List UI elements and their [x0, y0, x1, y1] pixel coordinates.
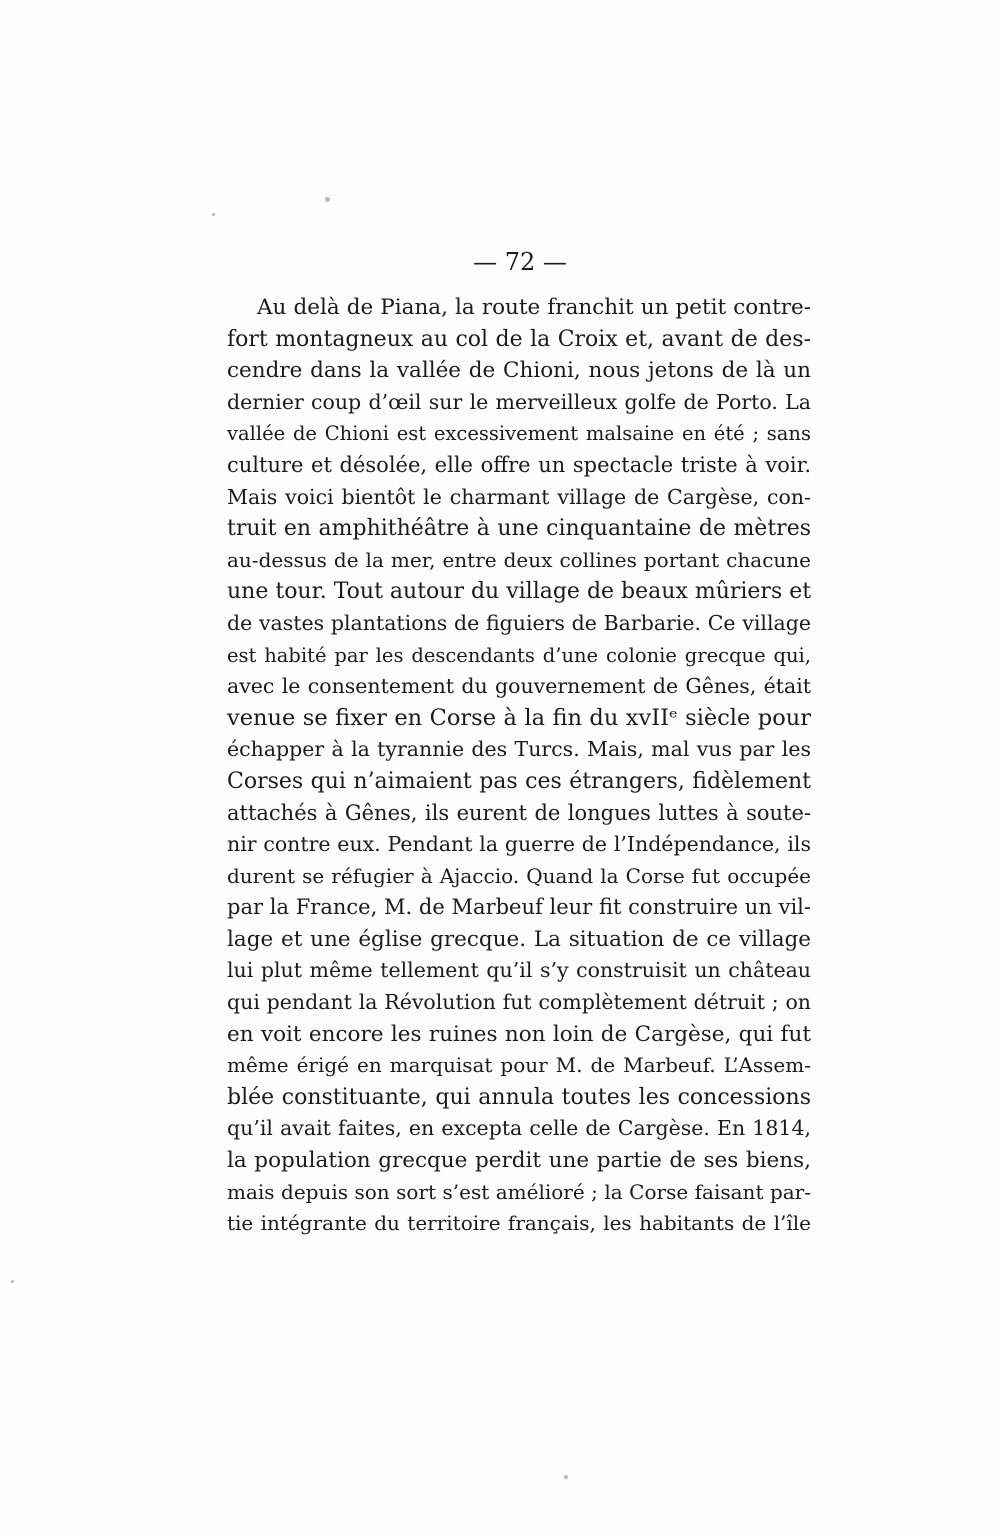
paper-speck — [11, 1280, 14, 1283]
text-line: avec le consentement du gouvernement de Gênes, était — [227, 674, 811, 699]
text-line: de vastes plantations de figuiers de Barbarie. Ce village — [227, 610, 811, 635]
text-line: au-dessus de la mer, entre deux collines portant chacune — [227, 547, 811, 572]
text-line: qu’il avait faites, en excepta celle de Cargèse. En 1814, — [227, 1116, 811, 1141]
paper-speck — [325, 197, 330, 202]
text-line: durent se réfugier à Ajaccio. Quand la Corse fut occupée — [227, 863, 811, 888]
text-line: attachés à Gênes, ils eurent de longues luttes à soute- — [227, 800, 811, 825]
text-line: lage et une église grecque. La situation de ce village — [227, 926, 811, 952]
paper-speck — [212, 213, 215, 216]
text-line: même érigé en marquisat pour M. de Marbeuf. L’Assem- — [227, 1053, 811, 1078]
body-text — [227, 292, 811, 1240]
text-line: lui plut même tellement qu’il s’y construisit un château — [227, 958, 811, 983]
text-line: culture et désolée, elle offre un spectacle triste à voir. — [227, 452, 811, 477]
paper-speck — [564, 1475, 568, 1479]
text-line: tie intégrante du territoire français, les habitants de l’île — [227, 1211, 811, 1236]
text-line: dernier coup d’œil sur le merveilleux golfe de Porto. La — [227, 389, 811, 414]
text-line: nir contre eux. Pendant la guerre de l’Indépendance, ils — [227, 832, 811, 857]
text-line: par la France, M. de Marbeuf leur fit construire un vil- — [227, 895, 811, 920]
text-line: venue se fixer en Corse à la fin du xvIIᵉ siècle pour — [227, 704, 811, 731]
text-line: mais depuis son sort s’est amélioré ; la Corse faisant par- — [227, 1179, 811, 1204]
text-line: fort montagneux au col de la Croix et, avant de des- — [227, 326, 811, 352]
text-line: Corses qui n’aimaient pas ces étrangers, fidèlement — [227, 768, 811, 794]
text-line: truit en amphithéâtre à une cinquantaine de mètres — [227, 516, 811, 542]
text-line: vallée de Chioni est excessivement malsaine en été ; sans — [227, 422, 811, 446]
text-line: en voit encore les ruines non loin de Cargèse, qui fut — [227, 1021, 811, 1047]
text-line: qui pendant la Révolution fut complètement détruit ; on — [227, 990, 811, 1015]
page-number: — 72 — — [473, 248, 567, 276]
text-line: cendre dans la vallée de Chioni, nous jetons de là un — [227, 358, 811, 384]
text-line: est habité par les descendants d’une colonie grecque qui, — [227, 643, 811, 667]
text-line: la population grecque perdit une partie de ses biens, — [227, 1148, 811, 1174]
text-line: échapper à la tyrannie des Turcs. Mais, mal vus par les — [227, 737, 811, 762]
text-line: une tour. Tout autour du village de beaux mûriers et — [227, 579, 812, 605]
text-line: Mais voici bientôt le charmant village de Cargèse, con- — [227, 484, 811, 509]
text-line: Au delà de Piana, la route franchit un petit contre- — [257, 295, 811, 320]
text-line: blée constituante, qui annula toutes les concessions — [227, 1084, 811, 1110]
